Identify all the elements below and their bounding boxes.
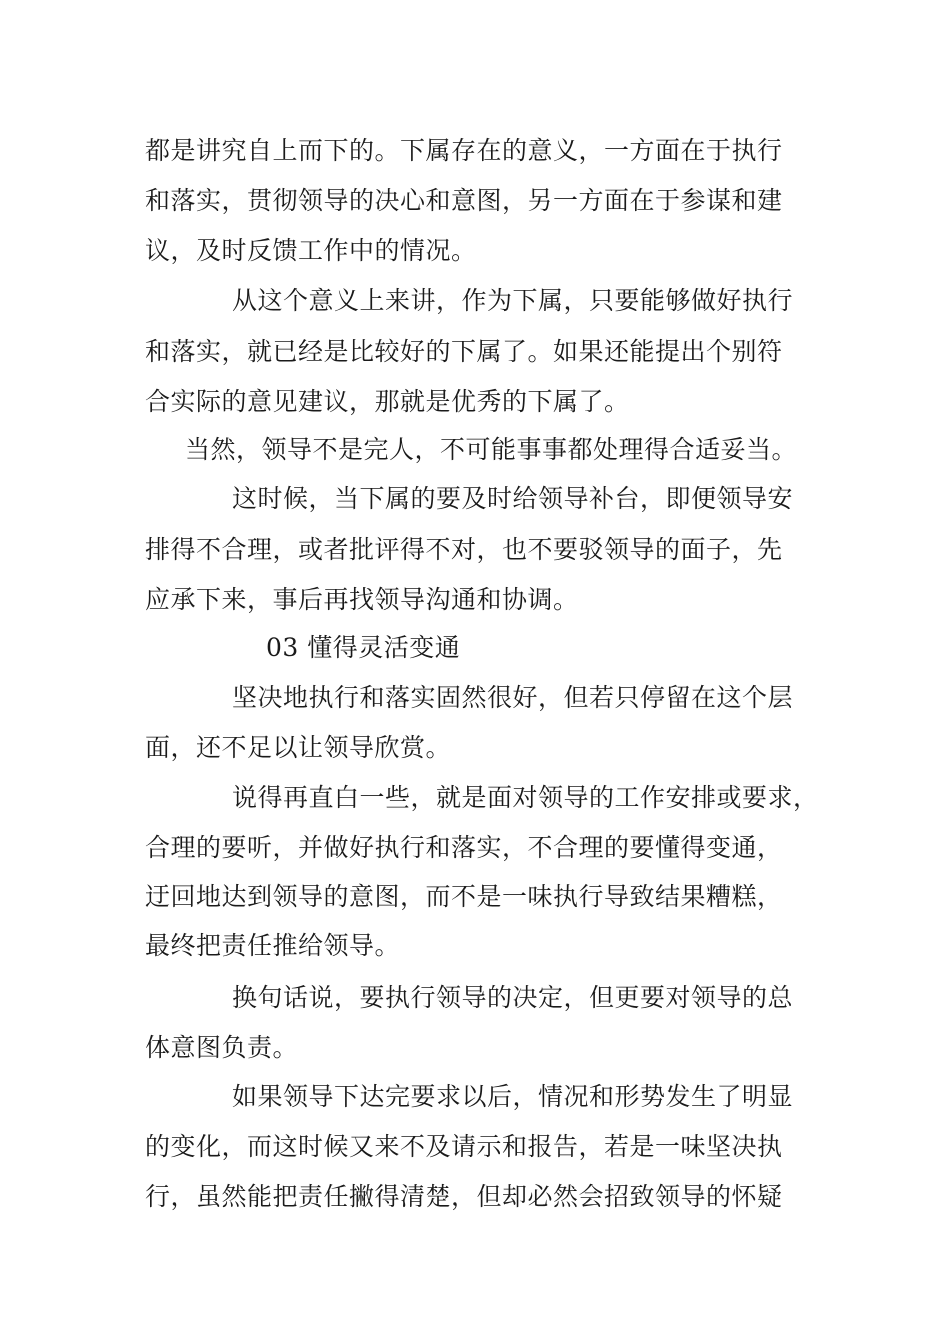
text-line: 合实际的意见建议，那就是优秀的下属了。 (145, 387, 630, 416)
text-line: 最终把责任推给领导。 (145, 931, 401, 960)
section-heading: 03 懂得灵活变通 (266, 633, 461, 662)
text-line: 排得不合理，或者批评得不对，也不要驳领导的面子，先 (145, 535, 783, 564)
text-line: 体意图负责。 (145, 1033, 299, 1062)
text-line: 从这个意义上来讲，作为下属，只要能够做好执行 (232, 286, 794, 315)
text-line: 如果领导下达完要求以后，情况和形势发生了明显 (232, 1082, 794, 1111)
text-line: 面，还不足以让领导欣赏。 (145, 733, 452, 762)
text-line: 和落实，贯彻领导的决心和意图，另一方面在于参谋和建 (145, 186, 783, 215)
text-line: 换句话说，要执行领导的决定，但更要对领导的总 (232, 983, 794, 1012)
text-line: 应承下来，事后再找领导沟通和协调。 (145, 585, 579, 614)
text-line: 和落实，就已经是比较好的下属了。如果还能提出个别符 (145, 337, 783, 366)
text-line: 坚决地执行和落实固然很好，但若只停留在这个层 (232, 683, 794, 712)
text-line: 这时候，当下属的要及时给领导补台，即便领导安 (232, 484, 794, 513)
text-line: 合理的要听，并做好执行和落实，不合理的要懂得变通， (145, 833, 783, 862)
text-line: 的变化，而这时候又来不及请示和报告，若是一味坚决执 (145, 1132, 783, 1161)
text-line: 行，虽然能把责任撇得清楚，但却必然会招致领导的怀疑 (145, 1182, 783, 1211)
text-line: 议，及时反馈工作中的情况。 (145, 236, 477, 265)
text-line: 当然，领导不是完人，不可能事事都处理得合适妥当。 (185, 435, 798, 464)
text-line: 说得再直白一些，就是面对领导的工作安排或要求， (232, 783, 819, 812)
text-line: 都是讲究自上而下的。下属存在的意义，一方面在于执行 (145, 136, 783, 165)
text-line: 迂回地达到领导的意图，而不是一味执行导致结果糟糕， (145, 882, 783, 911)
